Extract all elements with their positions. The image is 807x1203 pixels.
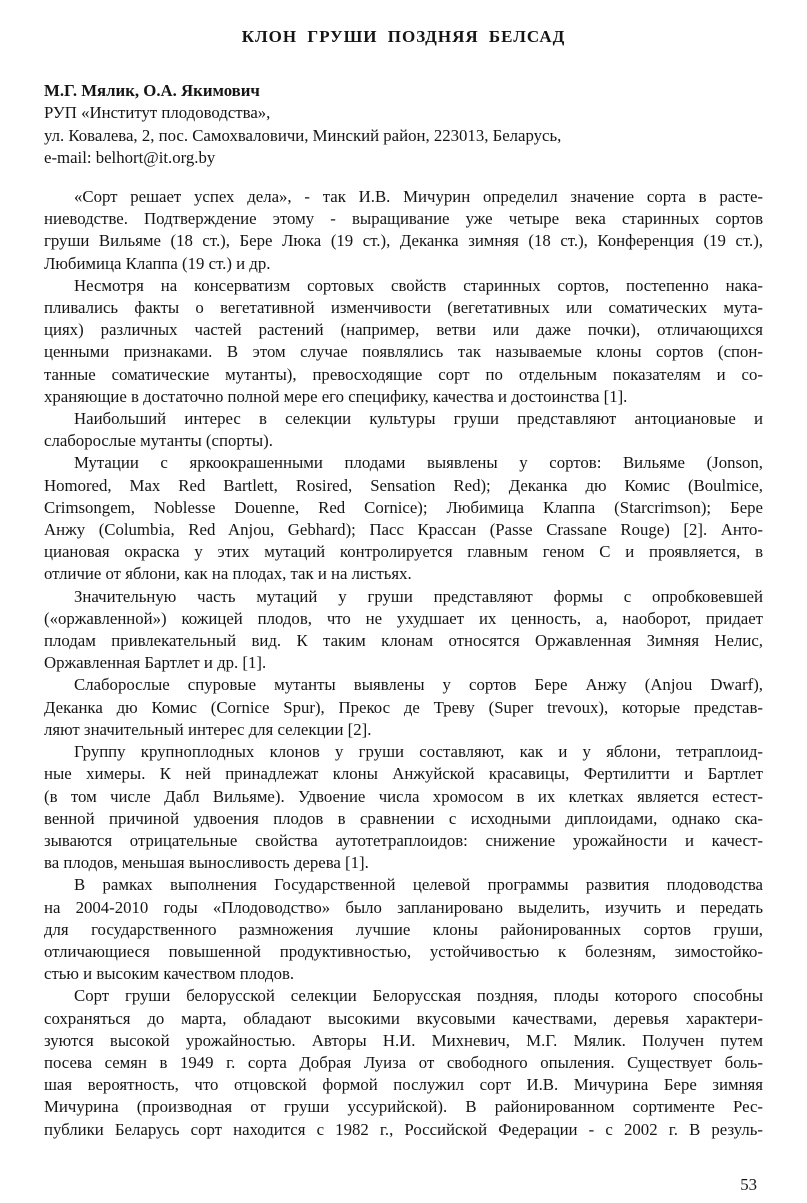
paragraph-line: ценными признаками. В этом случае появлялись так называемые клоны сортов (спон-	[44, 342, 763, 362]
paragraph-line: слаборослые мутанты (спорты).	[44, 431, 273, 451]
paragraph-line: ные химеры. К ней принадлежат клоны Анжуйской красавицы, Фертилитти и Бартлет	[44, 764, 763, 784]
body-paragraph	[44, 674, 763, 741]
paragraph-line: храняющие в достаточно полной мере его специфику, качества и достоинства [1].	[44, 386, 628, 406]
body-paragraph	[44, 741, 763, 874]
body-paragraph	[44, 452, 763, 585]
paragraph-line: Homored, Max Red Bartlett, Rosired, Sensation Red); Деканка дю Комис (Boulmice,	[44, 475, 763, 495]
paragraph-line: отличие от яблони, как на плодах, так и на листьях.	[44, 564, 412, 584]
paragraph-line: Несмотря на консерватизм сортовых свойств старинных сортов, постепенно нака-	[74, 275, 763, 295]
page-number: 53	[740, 1174, 757, 1194]
body-paragraph	[44, 275, 763, 408]
email-line: e-mail: belhort@it.org.by	[44, 147, 216, 167]
paragraph-line: пливались факты о вегетативной изменчивости (вегетативных или соматических мута-	[44, 298, 763, 318]
affiliation-line: РУП «Институт плодоводства»,	[44, 103, 271, 123]
paragraph-line: посева семян в 1949 г. сорта Добрая Луиза от свободного опыления. Существует боль-	[44, 1052, 763, 1072]
article-header	[44, 80, 763, 169]
paragraph-line: циановая окраска у этих мутаций контролируется главным геном С и проявляется, в	[44, 542, 763, 562]
body-paragraph	[44, 985, 763, 1140]
paragraph-line: Наибольший интерес в селекции культуры груши представляют антоциановые и	[74, 409, 763, 429]
paragraph-line: на 2004-2010 годы «Плодоводство» было запланировано выделить, изучить и передать	[44, 897, 763, 917]
article-title: КЛОН ГРУШИ ПОЗДНЯЯ БЕЛСАД	[241, 27, 566, 46]
paragraph-line: Любимица Клаппа (19 ст.) и др.	[44, 253, 271, 273]
paragraph-line: (в том числе Дабл Вильяме). Удвоение числа хромосом в их клетках является естест-	[44, 786, 763, 806]
paragraph-line: стью и высоким качеством плодов.	[44, 964, 295, 984]
body-paragraph	[44, 874, 763, 985]
article-body	[44, 186, 763, 1141]
paragraph-line: сохраняться до марта, обладают высокими вкусовыми качествами, деревья характери-	[44, 1008, 763, 1028]
paragraph-line: ниеводстве. Подтверждение этому - выращивание уже четыре века старинных сортов	[44, 209, 763, 229]
paragraph-line: плодам привлекательный вид. К таким клонам относятся Оржавленная Зимняя Нелис,	[44, 631, 763, 651]
paragraph-line: Значительную часть мутаций у груши представляют формы с опробковевшей	[74, 586, 763, 606]
paragraph-line: зываются отрицательные свойства аутотетраплоидов: снижение урожайности и качест-	[44, 830, 763, 850]
paragraph-line: Слаборослые спуровые мутанты выявлены у сортов Бере Анжу (Anjou Dwarf),	[74, 675, 763, 695]
paragraph-line: танные соматические мутанты), превосходящие сорт по отдельным показателям и со-	[44, 364, 763, 384]
paragraph-line: ляют значительный интерес для селекции [2].	[44, 719, 372, 739]
paragraph-line: отличающиеся повышенной продуктивностью, устойчивостью к болезням, зимостойко-	[44, 941, 763, 961]
paragraph-line: Мутации с яркоокрашенными плодами выявлены у сортов: Вильяме (Jonson,	[74, 453, 763, 473]
paragraph-line: Мичурина (производная от груши уссурийской). В районированном сортименте Рес-	[44, 1097, 763, 1117]
authors-line: М.Г. Мялик, О.А. Якимович	[44, 81, 260, 101]
paragraph-line: («оржавленной») кожицей плодов, что не ухудшает их ценность, а, наоборот, придает	[44, 608, 763, 628]
paragraph-line: шая вероятность, что отцовской формой послужил сорт И.В. Мичурина Бере зимняя	[44, 1075, 763, 1095]
paragraph-line: для государственного размножения лучшие клоны районированных сортов груши,	[44, 919, 763, 939]
body-paragraph	[44, 408, 763, 452]
affiliation-line: ул. Ковалева, 2, пос. Самохваловичи, Минский район, 223013, Беларусь,	[44, 125, 562, 145]
body-paragraph	[44, 586, 763, 675]
paragraph-line: груши Вильяме (18 ст.), Бере Люка (19 ст.), Деканка зимняя (18 ст.), Конференция (19 ст.),	[44, 231, 763, 251]
paragraph-line: Деканка дю Комис (Cornice Spur), Прекос де Треву (Super trevoux), которые представ-	[44, 697, 763, 717]
paragraph-line: циях) различных частей растений (например, ветви или даже почки), отличающихся	[44, 320, 763, 340]
paragraph-line: Оржавленная Бартлет и др. [1].	[44, 653, 267, 673]
paragraph-line: Сорт груши белорусской селекции Белорусская поздняя, плоды которого способны	[74, 986, 763, 1006]
paragraph-line: Crimsongem, Noblesse Douenne, Red Cornice); Любимица Клаппа (Starcrimson); Бере	[44, 497, 763, 517]
paragraph-line: Группу крупноплодных клонов у груши составляют, как и у яблони, тетраплоид-	[74, 742, 763, 762]
paragraph-line: В рамках выполнения Государственной целевой программы развития плодоводства	[74, 875, 763, 895]
paragraph-line: венной причиной удвоения плодов в сравнении с исходными диплоидами, однако ска-	[44, 808, 763, 828]
paragraph-line: публики Беларусь сорт находится с 1982 г., Российской Федерации - с 2002 г. В резуль-	[44, 1119, 763, 1139]
paragraph-line: ва плодов, меньшая выносливость дерева [1].	[44, 853, 369, 873]
body-paragraph	[44, 186, 763, 275]
paragraph-line: зуются высокой урожайностью. Авторы Н.И. Михневич, М.Г. Мялик. Получен путем	[44, 1030, 763, 1050]
paragraph-line: Анжу (Columbia, Red Anjou, Gebhard); Пасс Крассан (Passe Crassane Rouge) [2]. Анто-	[44, 520, 763, 540]
paragraph-line: «Сорт решает успех дела», - так И.В. Мичурин определил значение сорта в расте-	[74, 187, 763, 207]
